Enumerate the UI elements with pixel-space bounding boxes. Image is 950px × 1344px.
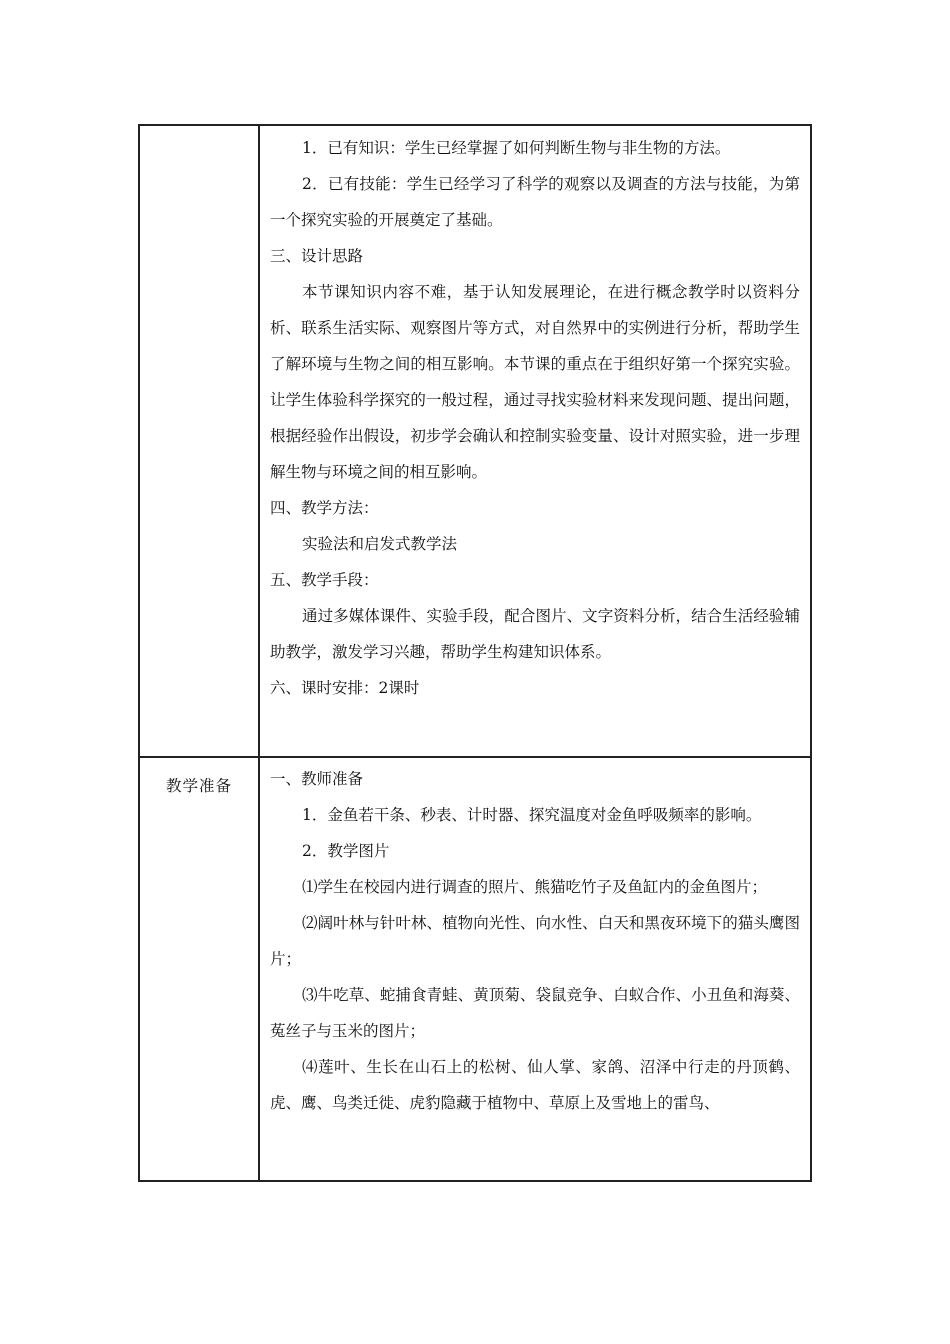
row-label: 教学准备 [165, 777, 232, 795]
known-knowledge-paragraph: 1．已有知识：学生已经掌握了如何判断生物与非生物的方法。 [302, 139, 731, 157]
method-heading: 四、教学方法： [270, 499, 379, 517]
known-skills-paragraph: 2．已有技能：学生已经学习了科学的观察以及调查的方法与技能，为第一个探究实验的开展奠定了基础。 [270, 175, 800, 229]
schedule-heading: 六、课时安排：2课时 [270, 679, 420, 697]
design-paragraph: 本节课知识内容不难，基于认知发展理论，在进行概念教学时以资料分析、联系生活实际、观察图片等方式，对自然界中的实例进行分析，帮助学生了解环境与生物之间的相互影响。本节课的重点在于组织好第一个探究实验。让学生体验科学探究的一般过程，通过寻找实验材料来发现问题、提出问题，根据经验作出假设，初步学会确认和控制实验变量、设计对照实验，进一步理解生物与环境之间的相互影响。 [270, 283, 800, 481]
method-paragraph: 实验法和启发式教学法 [302, 535, 458, 553]
picture-item-4: ⑷莲叶、生长在山石上的松树、仙人掌、家鸽、沼泽中行走的丹顶鹤、虎、鹰、鸟类迁徙、虎豹隐藏于植物中、草原上及雪地上的雷鸟、 [270, 1058, 800, 1112]
picture-item-2: ⑵阔叶林与针叶林、植物向光性、向水性、白天和黑夜环境下的猫头鹰图片； [270, 914, 800, 968]
design-heading: 三、设计思路 [270, 247, 364, 265]
lesson-plan-table [138, 124, 812, 1182]
picture-item-3: ⑶牛吃草、蛇捕食青蛙、黄顶菊、袋鼠竞争、白蚁合作、小丑鱼和海葵、菟丝子与玉米的图片； [270, 986, 800, 1040]
picture-item-1: ⑴学生在校园内进行调查的照片、熊猫吃竹子及鱼缸内的金鱼图片； [302, 878, 768, 896]
prep-item-1: 1．金鱼若干条、秒表、计时器、探究温度对金鱼呼吸频率的影响。 [302, 806, 762, 824]
table-row [139, 125, 811, 757]
prep-item-2: 2．教学图片 [302, 842, 390, 860]
means-paragraph: 通过多媒体课件、实验手段，配合图片、文字资料分析，结合生活经验辅助教学，激发学习兴趣，帮助学生构建知识体系。 [270, 607, 800, 661]
teacher-prep-heading: 一、教师准备 [270, 770, 364, 788]
table-row [139, 757, 811, 1181]
means-heading: 五、教学手段： [270, 571, 379, 589]
row-content-cell [259, 757, 811, 1181]
row-content-cell [259, 125, 811, 757]
row-label-cell [139, 757, 259, 1181]
row-label-cell [139, 125, 259, 757]
